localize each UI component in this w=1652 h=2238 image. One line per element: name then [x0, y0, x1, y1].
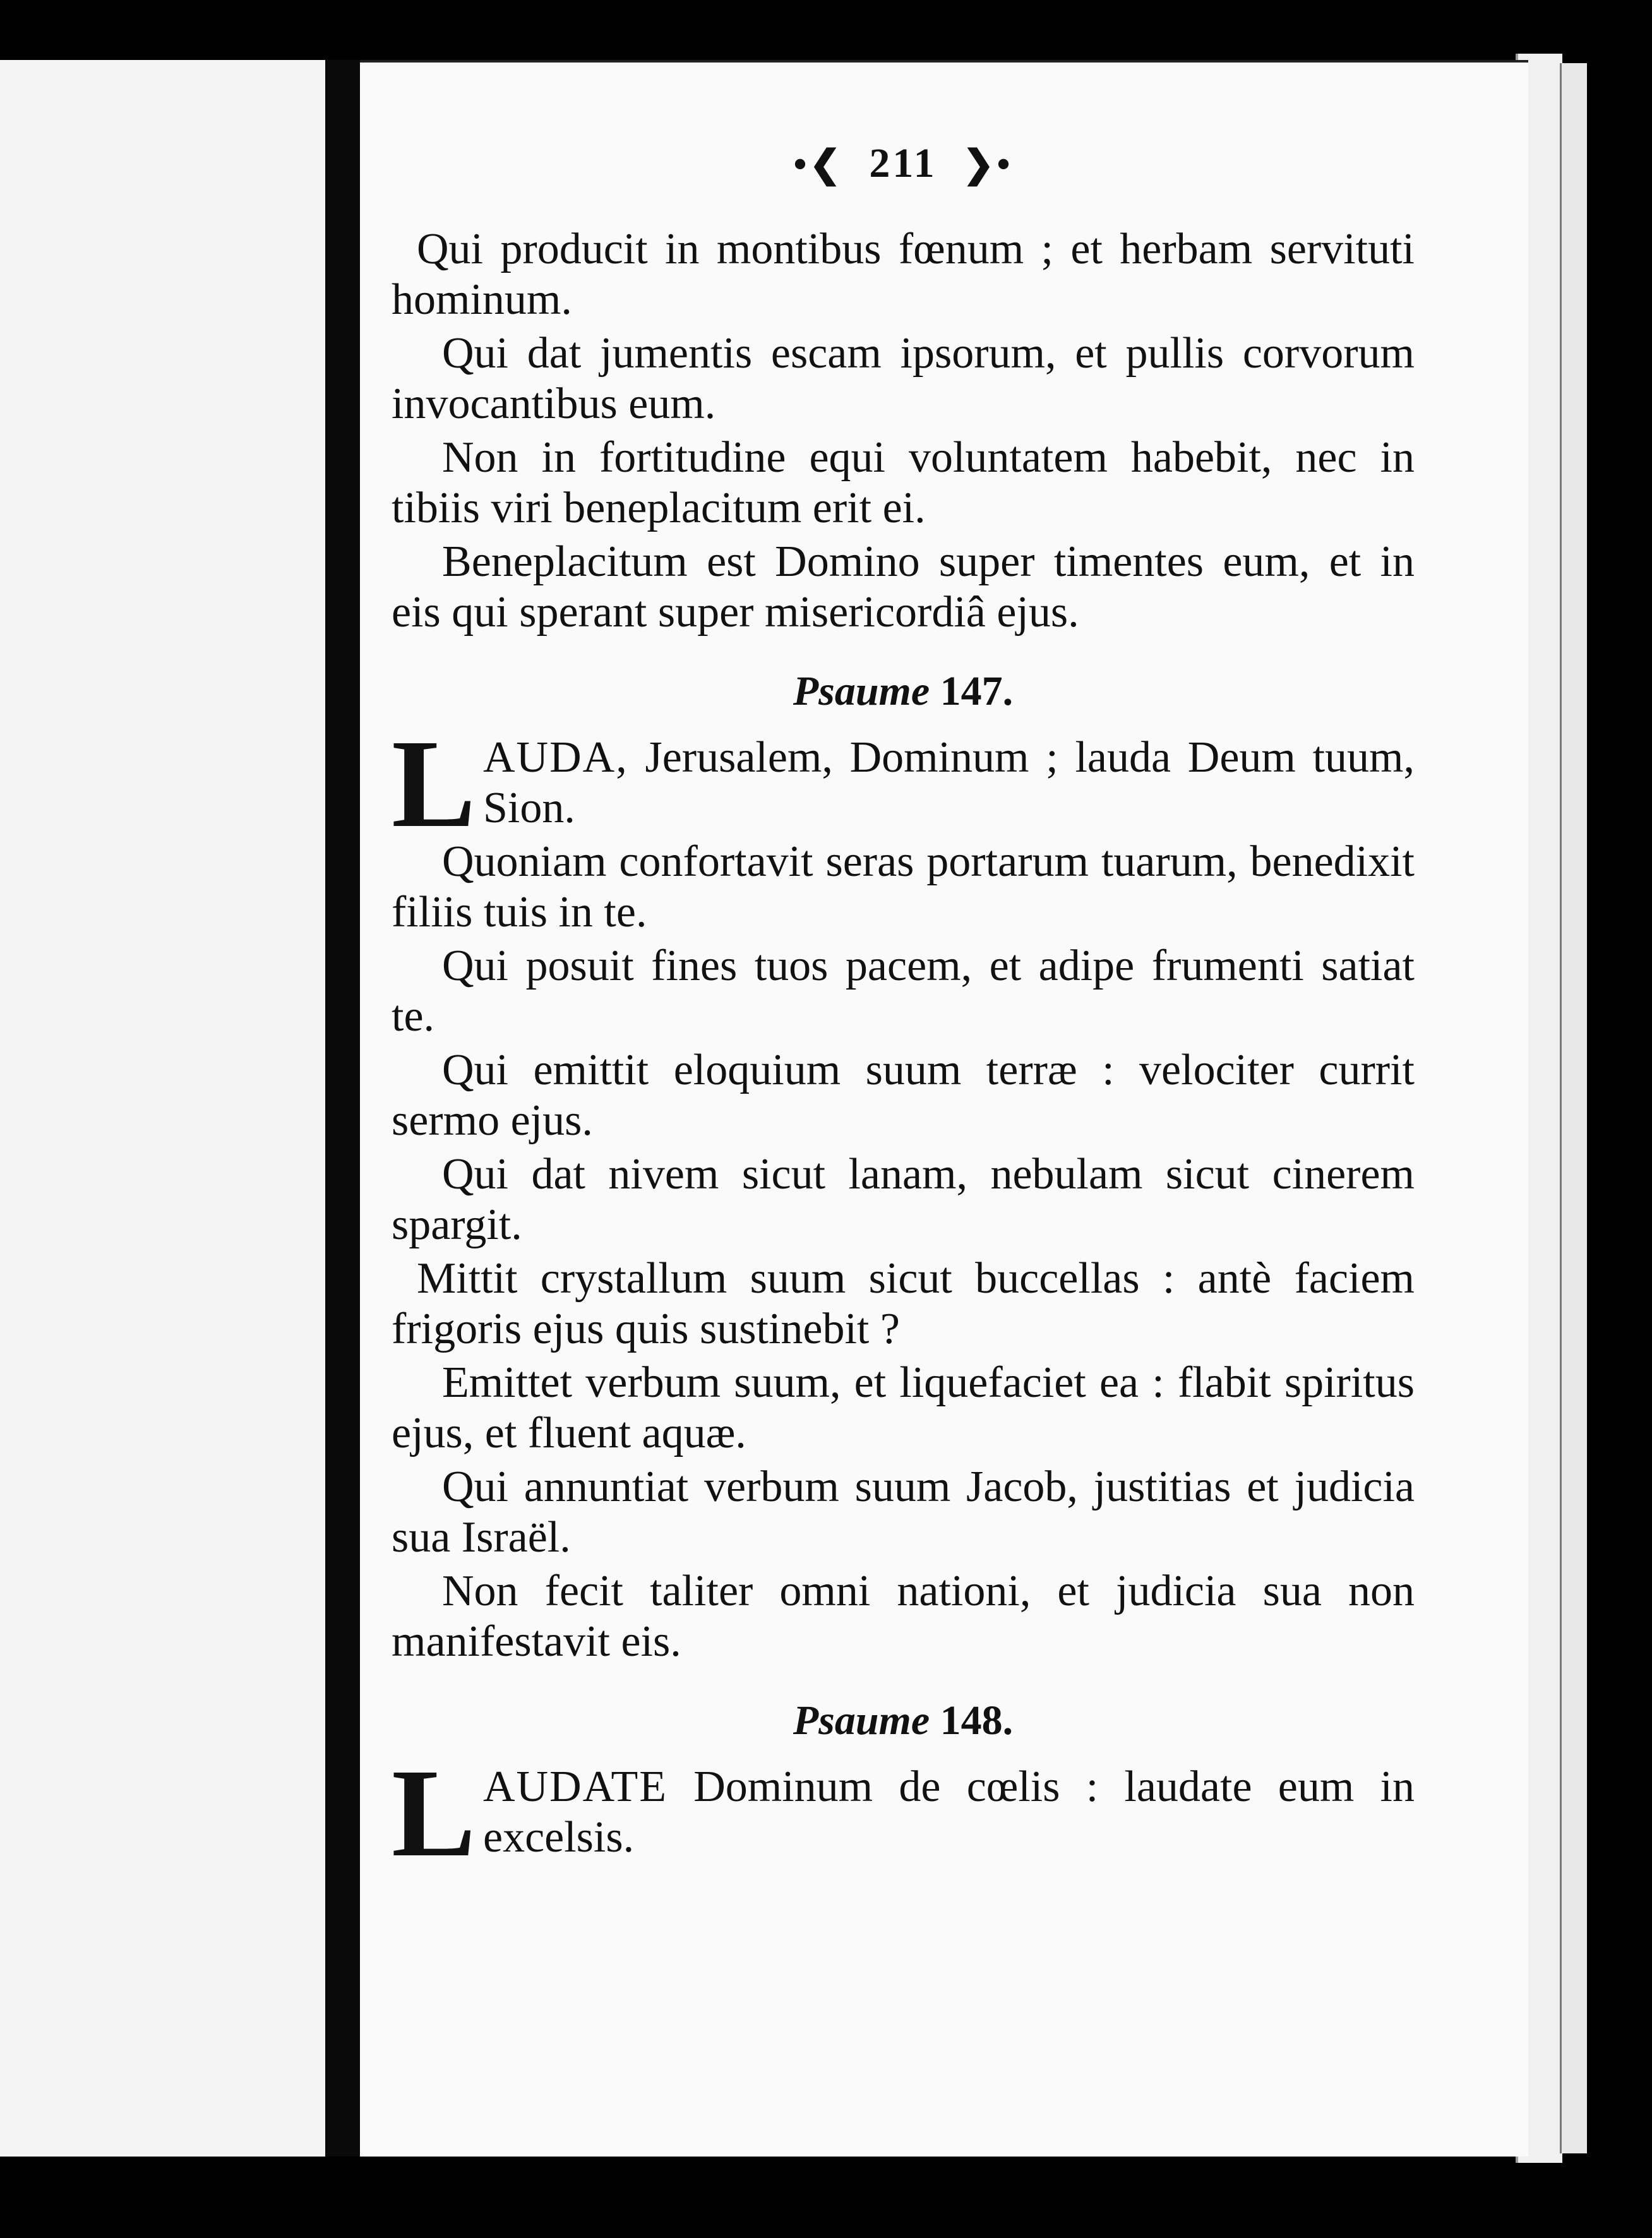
psalm-title-word: Psaume [793, 1697, 930, 1744]
verse: Emittet verbum suum, et liquefaciet ea : flabit spiritus ejus, et fluent aquæ. [392, 1358, 1415, 1457]
psalm-148-title [392, 1696, 1415, 1746]
page-content [392, 138, 1415, 1883]
verse: Qui dat nivem sicut lanam, nebulam sicut cinerem spargit. [392, 1150, 1415, 1249]
verse: Non in fortitudine equi voluntatem habebit, nec in tibiis viri beneplacitum erit ei. [392, 433, 1415, 532]
book-page [360, 60, 1528, 2157]
psalm-title-number: 147. [940, 668, 1014, 714]
facing-page-edge [0, 60, 325, 2157]
opening-word: AUDATE [483, 1762, 667, 1811]
verse: Quoniam confortavit seras portarum tuarum, benedixit filiis tuis in te. [392, 837, 1415, 936]
drop-cap: L [392, 1744, 476, 1883]
page-stack-edge-outer [1560, 63, 1587, 2153]
verse: Mittit crystallum suum sicut buccellas : antè faciem frigoris ejus quis sustinebit ? [392, 1254, 1415, 1353]
verse: Non fecit taliter omni nationi, et judicia sua non manifestavit eis. [392, 1567, 1415, 1666]
opening-text: Dominum de cœlis : laudate eum in excelsis. [483, 1762, 1415, 1862]
psalm-148-opening [392, 1744, 1415, 1883]
verse: Qui emittit eloquium suum terræ : velociter currit sermo ejus. [392, 1046, 1415, 1145]
book-spine [325, 60, 360, 2157]
page-header [392, 138, 1415, 189]
verse: Qui dat jumentis escam ipsorum, et pullis corvorum invocantibus eum. [392, 329, 1415, 428]
psalm-147-title [392, 666, 1415, 717]
psalm-147-opening [392, 714, 1415, 854]
opening-text: Jerusalem, Dominum ; lauda Deum tuum, Sion. [483, 733, 1415, 832]
verse: Qui posuit fines tuos pacem, et adipe frumenti satiat te. [392, 942, 1415, 1041]
verse: Qui producit in montibus fœnum ; et herbam servituti hominum. [392, 225, 1415, 324]
verse: Qui annuntiat verbum suum Jacob, justitias et judicia sua Israël. [392, 1463, 1415, 1562]
left-ornament-icon: •❮ [793, 143, 844, 185]
right-ornament-icon: ❯• [962, 143, 1013, 185]
page-number: 211 [869, 140, 937, 186]
drop-cap: L [392, 714, 476, 854]
psalm-title-number: 148. [940, 1697, 1014, 1744]
verse: Beneplacitum est Domino super timentes eum, et in eis qui sperant super misericordiâ ejus. [392, 537, 1415, 637]
opening-word: AUDA, [483, 733, 628, 782]
psalm-title-word: Psaume [793, 668, 930, 714]
